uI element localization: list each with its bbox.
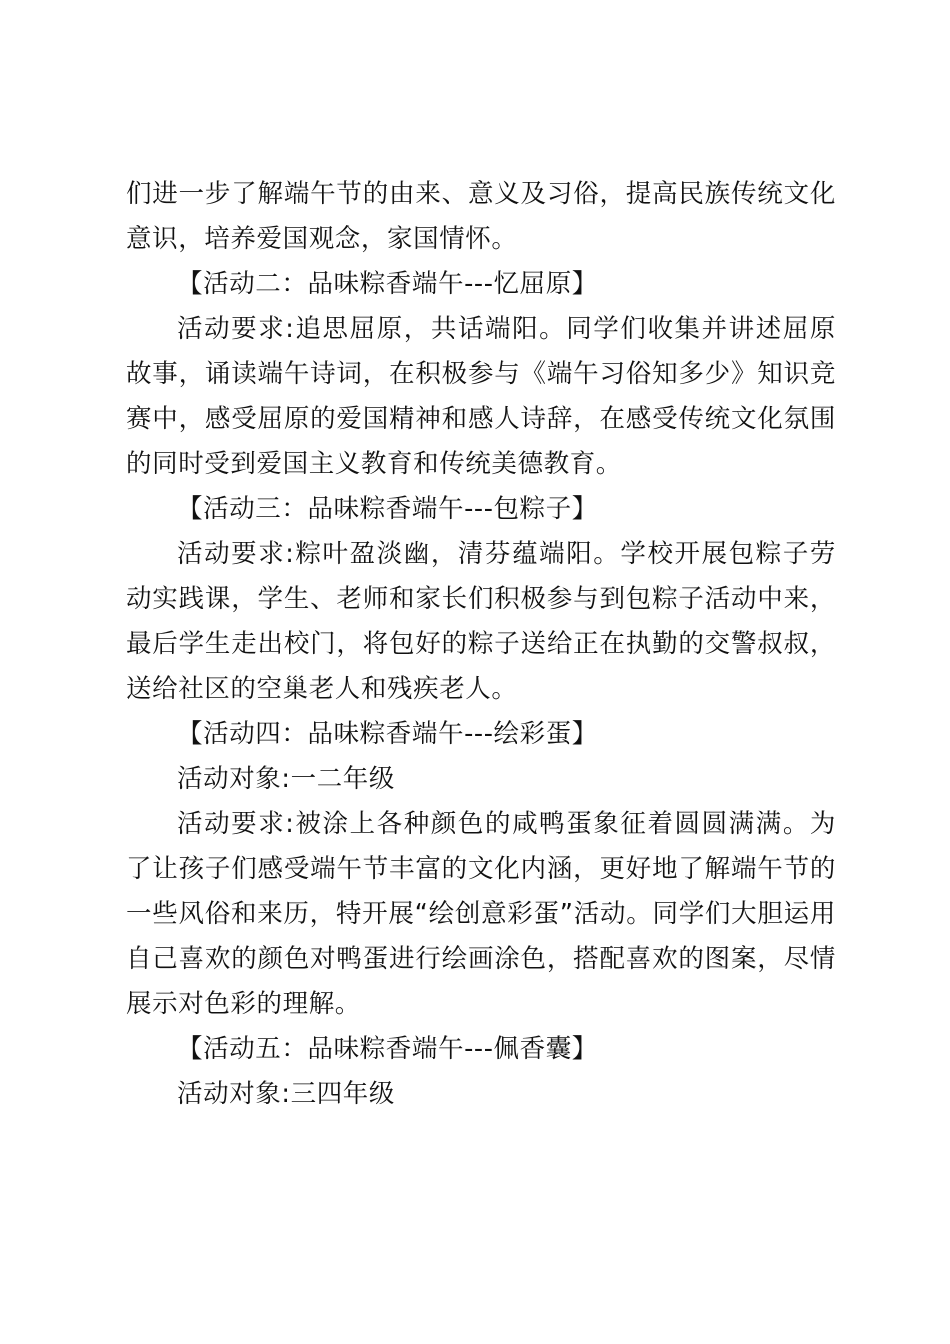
paragraph-activity-four-target: 活动对象:一二年级 xyxy=(177,764,395,794)
paragraph-activity-three-requirements: 活动要求:粽叶盈淡幽，清芬蕴端阳。学校开展包粽子劳动实践课，学生、老师和家长们积极参与到包粽子活动中来，最后学生走出校门，将包好的粽子送给正在执勤的交警叔叔，送给社区的空巢老人和残疾老人。 xyxy=(126,539,836,704)
paragraph-activity-five-target: 活动对象:三四年级 xyxy=(177,1079,395,1109)
heading-activity-three: 【活动三：品味粽香端午---包粽子】 xyxy=(177,494,598,524)
heading-activity-four: 【活动四：品味粽香端午---绘彩蛋】 xyxy=(177,719,598,749)
paragraph-intro-continuation: 们进一步了解端午节的由来、意义及习俗，提高民族传统文化意识，培养爱国观念，家国情怀。 xyxy=(126,179,836,254)
document-body xyxy=(126,172,836,1117)
heading-activity-two: 【活动二：品味粽香端午---忆屈原】 xyxy=(177,269,598,299)
paragraph-activity-four-requirements: 活动要求:被涂上各种颜色的咸鸭蛋象征着圆圆满满。为了让孩子们感受端午节丰富的文化内涵，更好地了解端午节的一些风俗和来历，特开展“绘创意彩蛋”活动。同学们大胆运用自己喜欢的颜色对鸭蛋进行绘画涂色，搭配喜欢的图案，尽情展示对色彩的理解。 xyxy=(126,809,836,1019)
heading-activity-five: 【活动五：品味粽香端午---佩香囊】 xyxy=(177,1034,598,1064)
paragraph-activity-two-requirements: 活动要求:追思屈原，共话端阳。同学们收集并讲述屈原故事，诵读端午诗词，在积极参与《端午习俗知多少》知识竞赛中，感受屈原的爱国精神和感人诗辞，在感受传统文化氛围的同时受到爱国主义教育和传统美德教育。 xyxy=(126,314,836,479)
